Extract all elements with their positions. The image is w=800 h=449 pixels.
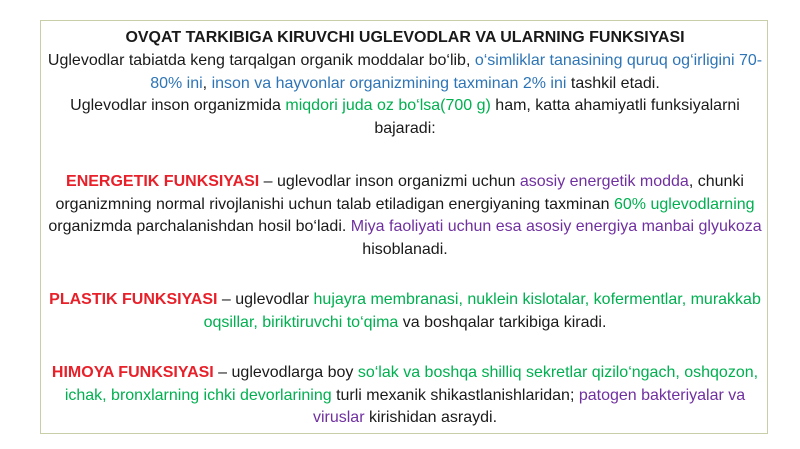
- intro-paragraph-2: [41, 95, 769, 140]
- energetic-highlight: 60% uglevodlarning: [614, 195, 755, 213]
- intro-highlight-humans: inson va hayvonlar organizmining taxminan 2% ini: [211, 74, 567, 92]
- energetic-text: – uglevodlar inson organizmi uchun: [259, 173, 520, 190]
- plastic-text: – uglevodlar: [217, 291, 314, 308]
- plastic-paragraph: [41, 289, 769, 334]
- intro-text: ,: [202, 74, 212, 92]
- intro-paragraph: [41, 50, 769, 95]
- intro-highlight-plants: o‘simliklar tanasining quruq og‘irligini 70-80% ini: [150, 52, 763, 92]
- protective-heading: HIMOYA FUNKSIYASI: [51, 364, 214, 381]
- protective-paragraph: [41, 362, 769, 430]
- intro-text: Uglevodlar tabiatda keng tarqalgan organik moddalar bo‘lib,: [47, 52, 475, 69]
- protective-text: – uglevodlarga boy: [213, 364, 358, 381]
- plastic-text: va boshqalar tarkibiga kiradi.: [398, 313, 607, 331]
- energetic-text: , chunki organizmning normal rivojlanishi uchun talab etiladigan energiyaning taxminan: [55, 173, 744, 213]
- plastic-heading: PLASTIK FUNKSIYASI: [49, 291, 218, 308]
- protective-highlight: so‘lak va boshqa shilliq sekretlar qizilo‘ngach, oshqozon, ichak, bronxlarning ichki devorlarining: [64, 364, 759, 404]
- energetic-text: organizmda parchalanishdan hosil bo‘ladi.: [48, 218, 351, 235]
- energetic-highlight: Miya faoliyati uchun esa asosiy energiya manbai glyukoza: [350, 218, 762, 235]
- energetic-paragraph: [41, 171, 769, 261]
- energetic-text: hisoblanadi.: [362, 240, 448, 258]
- protective-highlight: patogen bakteriyalar va viruslar: [312, 386, 746, 426]
- slide-frame: [40, 20, 768, 434]
- protective-text: kirishidan asraydi.: [364, 409, 498, 426]
- protective-text: turli mexanik shikastlanishlaridan;: [331, 386, 579, 404]
- plastic-highlight: hujayra membranasi, nuklein kislotalar, kofermentlar, murakkab oqsillar, biriktiruvchi to‘qima: [203, 291, 761, 331]
- intro-text: Uglevodlar inson organizmida: [70, 97, 286, 114]
- energetic-heading: ENERGETIK FUNKSIYASI: [66, 173, 260, 190]
- intro-highlight-amount: miqdori juda oz bo‘lsa(700 g): [285, 97, 491, 114]
- intro-text: ham, katta ahamiyatli funksiyalarni bajaradi:: [374, 97, 740, 137]
- slide-title: OVQAT TARKIBIGA KIRUVCHI UGLEVODLAR VA ULARNING FUNKSIYASI: [125, 29, 685, 46]
- intro-text: tashkil etadi.: [566, 74, 660, 92]
- energetic-highlight: asosiy energetik modda: [519, 173, 689, 190]
